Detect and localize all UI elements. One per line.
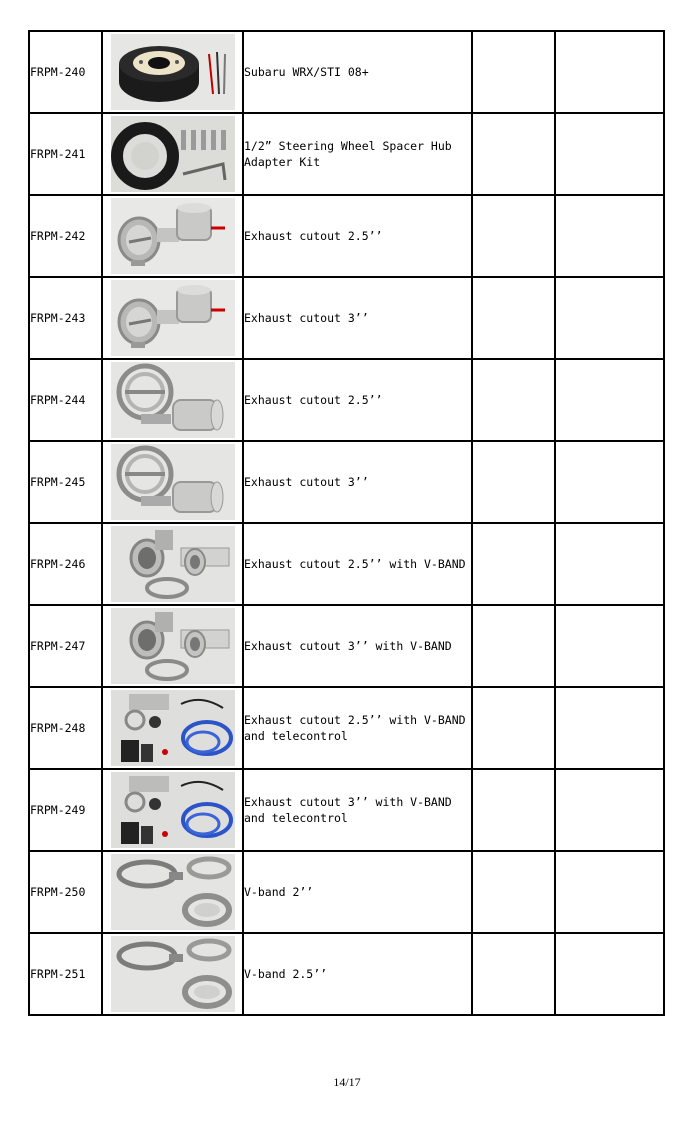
empty-cell [472,523,555,605]
table-row [29,359,664,441]
table-row [29,31,664,113]
empty-cell [472,113,555,195]
empty-cell [555,687,664,769]
exhaust-cutout-front-photo [111,444,235,520]
empty-cell [555,195,664,277]
empty-cell [555,769,664,851]
product-description: V-band 2’’ [243,851,472,933]
table-row [29,769,664,851]
product-code: FRPM-243 [29,277,102,359]
product-photo-cell [102,687,243,769]
product-code: FRPM-244 [29,359,102,441]
empty-cell [555,605,664,687]
product-code: FRPM-251 [29,933,102,1015]
product-code: FRPM-240 [29,31,102,113]
steering-spacer-kit-photo [111,116,235,192]
exhaust-cutout-side-photo [111,280,235,356]
product-code: FRPM-248 [29,687,102,769]
product-description: Exhaust cutout 3’’ with V-BAND [243,605,472,687]
table-row [29,113,664,195]
empty-cell [555,31,664,113]
product-table [28,30,665,1016]
product-code: FRPM-246 [29,523,102,605]
table-row [29,195,664,277]
product-description: Subaru WRX/STI 08+ [243,31,472,113]
empty-cell [472,31,555,113]
exhaust-cutout-front-photo [111,362,235,438]
product-photo-cell [102,441,243,523]
table-row [29,523,664,605]
empty-cell [555,359,664,441]
product-photo-cell [102,605,243,687]
product-photo-cell [102,277,243,359]
empty-cell [472,687,555,769]
table-row [29,933,664,1015]
vband-clamp-photo [111,936,235,1012]
empty-cell [555,851,664,933]
product-photo-cell [102,113,243,195]
product-description: V-band 2.5’’ [243,933,472,1015]
table-row [29,277,664,359]
product-description: Exhaust cutout 3’’ [243,441,472,523]
product-photo-cell [102,851,243,933]
product-description: Exhaust cutout 3’’ [243,277,472,359]
table-row [29,605,664,687]
exhaust-cutout-side-photo [111,198,235,274]
exhaust-cutout-vband-photo [111,608,235,684]
table-row [29,851,664,933]
empty-cell [555,113,664,195]
empty-cell [472,195,555,277]
product-code: FRPM-241 [29,113,102,195]
product-code: FRPM-249 [29,769,102,851]
vband-clamp-photo [111,854,235,930]
table-row [29,687,664,769]
empty-cell [472,933,555,1015]
product-description: Exhaust cutout 3’’ with V-BAND and telecontrol [243,769,472,851]
empty-cell [472,359,555,441]
product-photo-cell [102,769,243,851]
product-code: FRPM-250 [29,851,102,933]
product-photo-cell [102,359,243,441]
empty-cell [472,441,555,523]
exhaust-cutout-telecontrol-photo [111,690,235,766]
product-description: Exhaust cutout 2.5’’ with V-BAND [243,523,472,605]
product-photo-cell [102,195,243,277]
empty-cell [472,769,555,851]
empty-cell [555,933,664,1015]
product-code: FRPM-245 [29,441,102,523]
product-photo-cell [102,31,243,113]
product-description: Exhaust cutout 2.5’’ with V-BAND and telecontrol [243,687,472,769]
product-code: FRPM-247 [29,605,102,687]
exhaust-cutout-vband-photo [111,526,235,602]
product-description: 1/2” Steering Wheel Spacer Hub Adapter Kit [243,113,472,195]
steering-hub-adapter-photo [111,34,235,110]
empty-cell [472,277,555,359]
product-description: Exhaust cutout 2.5’’ [243,195,472,277]
product-photo-cell [102,523,243,605]
page-number: 14/17 [333,1075,361,1089]
empty-cell [555,523,664,605]
empty-cell [555,441,664,523]
empty-cell [472,605,555,687]
exhaust-cutout-telecontrol-photo [111,772,235,848]
product-description: Exhaust cutout 2.5’’ [243,359,472,441]
product-photo-cell [102,933,243,1015]
empty-cell [555,277,664,359]
table-row [29,441,664,523]
product-code: FRPM-242 [29,195,102,277]
empty-cell [472,851,555,933]
